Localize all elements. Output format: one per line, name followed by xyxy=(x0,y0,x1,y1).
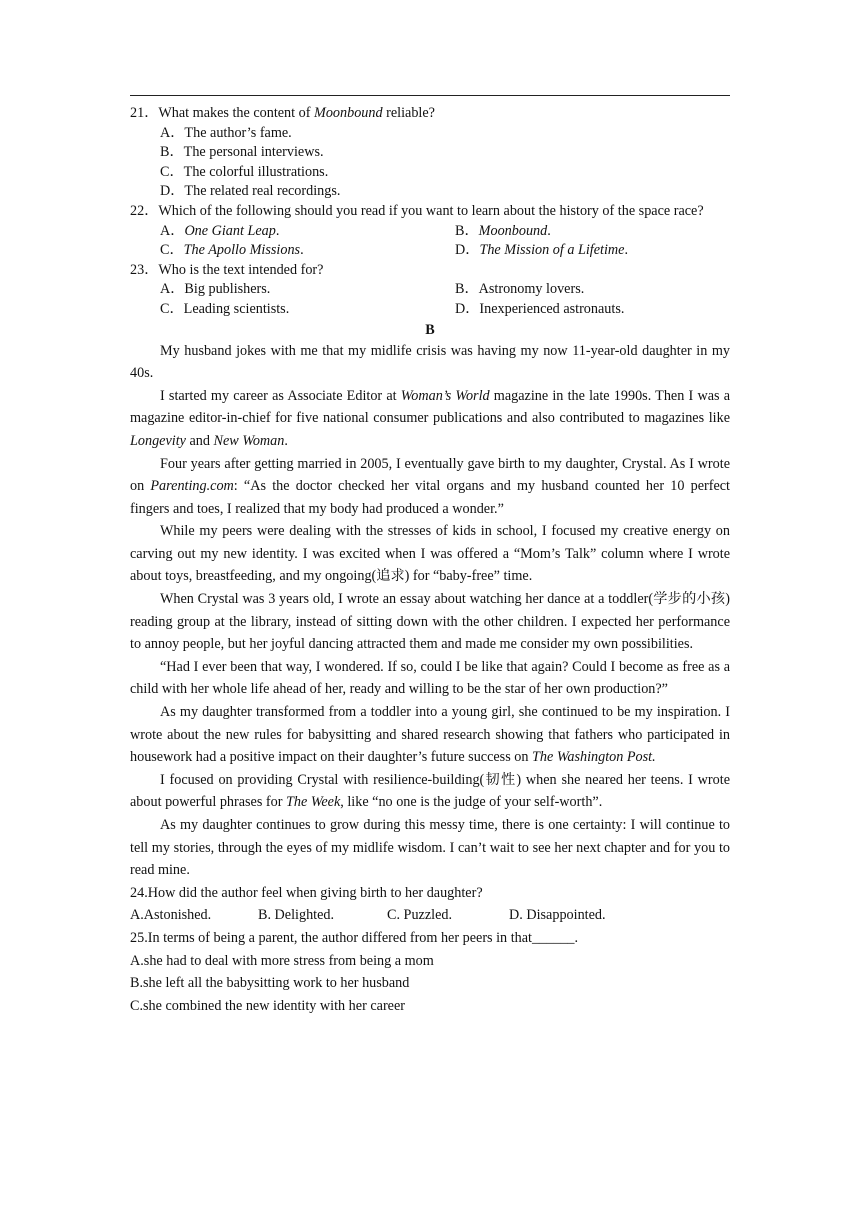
passage-paragraph-7: As my daughter transformed from a toddler into a young girl, she continued to be my inspiration. I wrote about the new rules for babysitting and shared research showing that fathers who participated in housework had a positive impact on their daughter’s future success on The Washington Post. xyxy=(130,704,730,766)
question-24-option-c: C. Puzzled. xyxy=(387,907,453,924)
question-22-options-row2 xyxy=(130,241,730,261)
question-23-option-a: A．Big publishers. xyxy=(160,281,271,298)
question-25-stem: 25.In terms of being a parent, the author differed from her peers in that______. xyxy=(130,929,579,946)
question-25-option-b: B.she left all the babysitting work to her husband xyxy=(130,975,410,992)
passage-paragraph-2: I started my career as Associate Editor at Woman’s World magazine in the late 1990s. Then I was a magazine editor-in-chief for five national consumer publications and also contributed to magazines like Longevity and New Woman. xyxy=(130,387,731,449)
question-23-options-row1 xyxy=(130,280,730,300)
question-21-option-d: D．The related real recordings. xyxy=(160,183,341,200)
question-22-option-a: A．One Giant Leap. xyxy=(160,222,280,239)
header-rule xyxy=(130,95,730,96)
question-23-options-row2 xyxy=(130,300,730,320)
passage-paragraph-8: I focused on providing Crystal with resilience-building(韧性) when she neared her teens. I wrote about powerful phrases for The Week, like “no one is the judge of your self-worth”. xyxy=(130,771,730,811)
question-21-option-a: A．The author’s fame. xyxy=(160,124,292,141)
question-23-option-b: B．Astronomy lovers. xyxy=(455,281,585,298)
question-25-option-c: C.she combined the new identity with her career xyxy=(130,997,405,1014)
question-24-option-a: A.Astonished. xyxy=(130,907,212,924)
question-22-option-b: B．Moonbound. xyxy=(455,222,551,239)
question-22-stem: 22．Which of the following should you read if you want to learn about the history of the space race? xyxy=(130,202,704,219)
question-22-options-row1 xyxy=(130,222,730,242)
question-22-option-d: D．The Mission of a Lifetime. xyxy=(455,242,629,259)
question-25-option-a: A.she had to deal with more stress from being a mom xyxy=(130,952,434,969)
passage-paragraph-1: My husband jokes with me that my midlife crisis was having my now 11-year-old daughter in my 40s. xyxy=(130,342,730,382)
question-23-option-d: D．Inexperienced astronauts. xyxy=(455,300,625,317)
section-b-heading: B xyxy=(425,321,435,338)
question-24-options xyxy=(130,904,730,927)
question-24-option-b: B. Delighted. xyxy=(258,907,335,924)
question-21-stem: 21．What makes the content of Moonbound reliable? xyxy=(130,105,435,121)
question-24-stem: 24.How did the author feel when giving birth to her daughter? xyxy=(130,884,483,901)
question-23-option-c: C．Leading scientists. xyxy=(160,300,290,317)
passage-paragraph-4: While my peers were dealing with the stresses of kids in school, I focused my creative energy on carving out my new identity. I was excited when I was offered a “Mom’s Talk” column where I wrote about toys, breastfeeding, and my ongoing(追求) for “baby-free” time. xyxy=(130,523,730,585)
question-23-stem: 23．Who is the text intended for? xyxy=(130,261,324,278)
question-21-option-b: B．The personal interviews. xyxy=(160,144,324,161)
question-24-option-d: D. Disappointed. xyxy=(509,907,606,924)
passage-paragraph-6: “Had I ever been that way, I wondered. If so, could I be like that again? Could I become as free as a child with her whole life ahead of her, ready and willing to be the star of her own production?” xyxy=(130,658,730,698)
passage-paragraph-5: When Crystal was 3 years old, I wrote an essay about watching her dance at a toddler(学步的小孩) reading group at the library, instead of sitting down with the other children. I expected her performance to annoy people, but her joyful dancing attracted them and made me consider my own possibilities. xyxy=(130,591,730,653)
passage-paragraph-3: Four years after getting married in 2005, I eventually gave birth to my daughter, Crystal. As I wrote on Parenting.com: “As the doctor checked her vital organs and my husband counted her 10 perfect fingers and toes, I realized that my body had produced a wonder.” xyxy=(130,455,730,517)
question-21-option-c: C．The colorful illustrations. xyxy=(160,163,329,180)
exam-content xyxy=(130,104,730,1017)
passage-paragraph-9: As my daughter continues to grow during this messy time, there is one certainty: I will continue to tell my stories, through the eyes of my midlife wisdom. I can’t wait to see her next chapter and for you to read mine. xyxy=(130,817,730,879)
question-22-option-c: C．The Apollo Missions. xyxy=(160,242,304,259)
